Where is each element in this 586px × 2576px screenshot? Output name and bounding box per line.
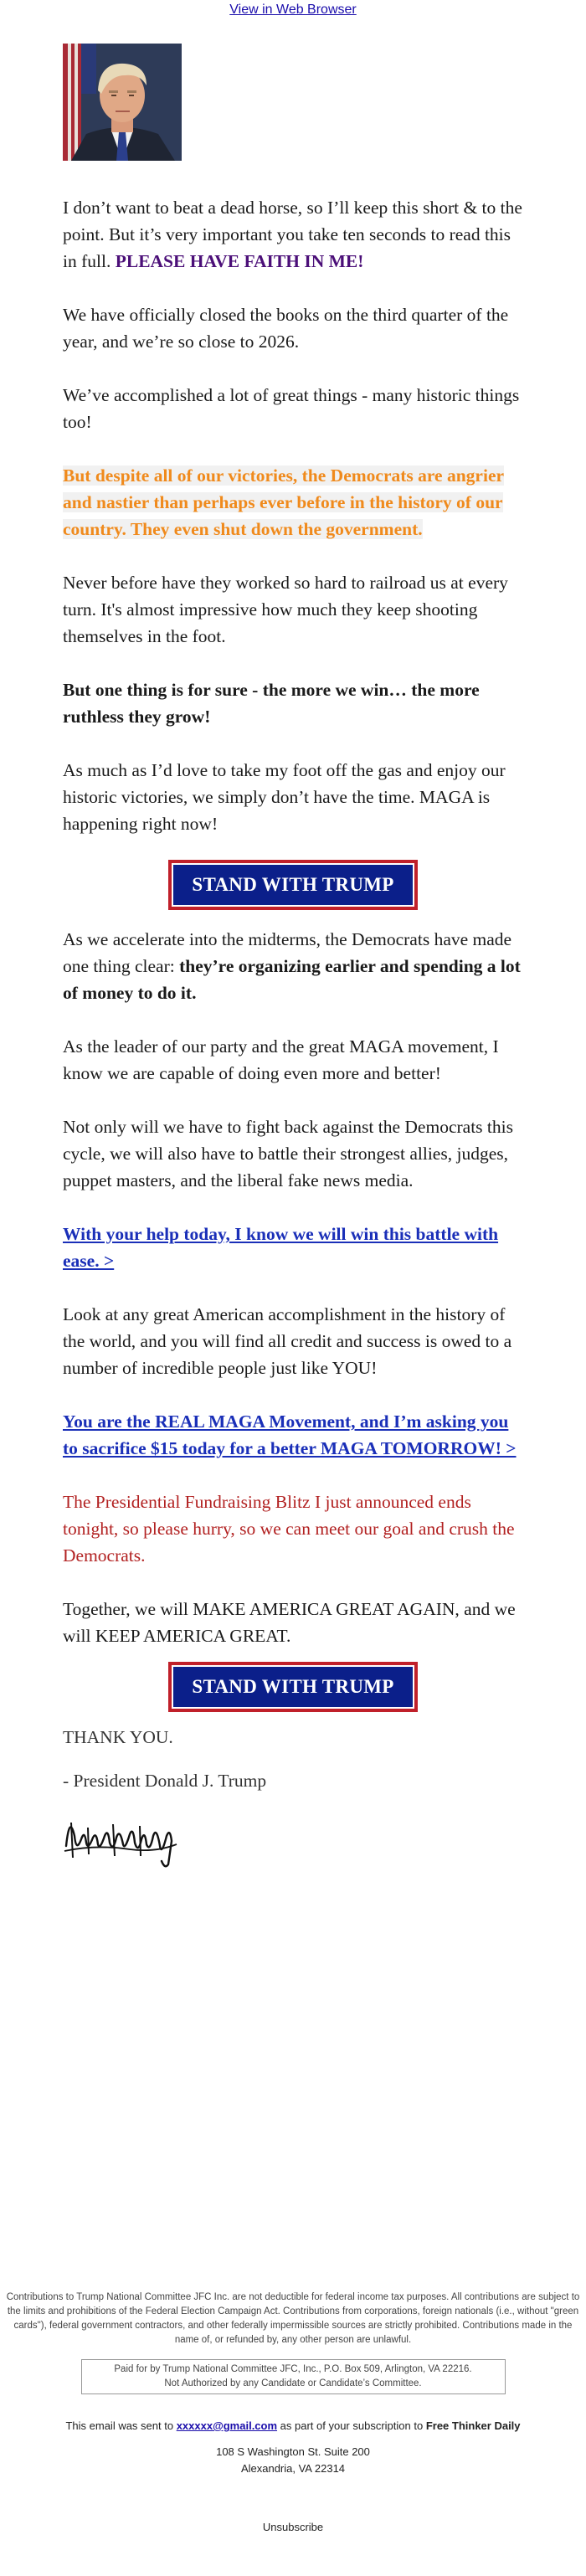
cta-wrap-2: [63, 1662, 523, 1712]
paragraph-quarter: We have officially closed the books on the third quarter of the year, and we’re so close to 2026.: [63, 305, 509, 352]
paragraph-intro: [63, 194, 523, 275]
paragraph-leader: As the leader of our party and the great MAGA movement, I know we are capable of doing even more and better!: [63, 1036, 499, 1083]
sent-middle: as part of your subscription to: [277, 2419, 426, 2432]
paragraph-midterms: [63, 926, 523, 1006]
sent-prefix: This email was sent to: [65, 2419, 177, 2432]
paragraph-accomplishment: Look at any great American accomplishment in the history of the world, and you will find all credit and success is owed to a number of incredible people just like YOU!: [63, 1304, 512, 1378]
thank-you-text: THANK YOU.: [63, 1727, 173, 1747]
paid-for-line-2: Not Authorized by any Candidate or Candidate’s Committee.: [164, 2378, 422, 2388]
stand-with-trump-button-2[interactable]: STAND WITH TRUMP: [168, 1662, 417, 1712]
paragraph-sacrifice: [63, 1408, 523, 1462]
address-line-2: Alexandria, VA 22314: [240, 2462, 346, 2475]
paid-for-line-1: Paid for by Trump National Committee JFC, Inc., P.O. Box 509, Arlington, VA 22216.: [114, 2364, 472, 2374]
subscription-name: Free Thinker Daily: [425, 2419, 521, 2432]
faith-callout: PLEASE HAVE FAITH IN ME!: [115, 251, 364, 271]
sacrifice-link[interactable]: You are the REAL MAGA Movement, and I’m asking you to sacrifice $15 today for a better MAGA TOMORROW! >: [63, 1411, 517, 1458]
paragraph-accomplished: We’ve accomplished a lot of great things - many historic things too!: [63, 385, 520, 432]
email-footer: [0, 2291, 586, 2533]
paragraph-ruthless: But one thing is for sure - the more we win… the more ruthless they grow!: [63, 680, 480, 727]
midterms-bold: they’re organizing earlier and spending a lot of money to do it.: [63, 956, 521, 1003]
top-bar: [0, 0, 586, 19]
paid-for-box: [81, 2359, 506, 2394]
sent-to-line: [0, 2419, 586, 2432]
email-body: [63, 194, 523, 1878]
highlight-text: But despite all of our victories, the Democrats are angrier and nastier than perhaps ever before in the history of our country. They even shut down the government.: [63, 465, 505, 539]
paragraph-blitz: The Presidential Fundraising Blitz I just announced ends tonight, so please hurry, so we can meet our goal and crush the Democrats.: [63, 1492, 515, 1566]
paragraph-fight-back: Not only will we have to fight back against the Democrats this cycle, we will also have to battle their strongest allies, judges, puppet masters, and the liberal fake news media.: [63, 1117, 513, 1190]
paragraph-maga-now: As much as I’d love to take my foot off the gas and enjoy our historic victories, we simply don’t have the time. MAGA is happening right now!: [63, 760, 506, 834]
signature: [63, 1802, 523, 1878]
view-in-browser-link[interactable]: View in Web Browser: [229, 3, 357, 17]
recipient-email-link[interactable]: xxxxxx@gmail.com: [176, 2419, 278, 2432]
legal-disclaimer: Contributions to Trump National Committee JFC Inc. are not deductible for federal income tax purposes. All contributions are subject to the limits and prohibitions of the Federal Election Campaign Act. Contributions from corporations, foreign nationals (i.e., without "green cards"), federal government contractors, and other federally impermissible sources are strictly prohibited. Contributions made in the name of, or refunded by, any other person are unlawful.: [6, 2292, 580, 2345]
win-battle-link[interactable]: With your help today, I know we will win this battle with ease. >: [63, 1224, 499, 1271]
mailing-address: [0, 2444, 586, 2477]
paragraph-democrats-highlight: [63, 462, 523, 542]
stand-with-trump-button[interactable]: STAND WITH TRUMP: [168, 860, 417, 910]
paragraph-win-battle: [63, 1221, 523, 1274]
portrait-image: [63, 44, 182, 161]
midterms-text: As we accelerate into the midterms, the Democrats have made one thing clear:: [63, 929, 512, 976]
portrait-photo-icon: [63, 44, 182, 161]
paragraph-railroad: Never before have they worked so hard to railroad us at every turn. It's almost impressive how much they keep shooting themselves in the foot.: [63, 573, 508, 646]
address-line-1: 108 S Washington St. Suite 200: [216, 2445, 370, 2458]
signature-icon: [63, 1802, 180, 1871]
unsubscribe-link[interactable]: Unsubscribe: [262, 2521, 324, 2533]
signoff-text: - President Donald J. Trump: [63, 1771, 267, 1791]
cta-wrap-1: [63, 860, 523, 910]
paragraph-together: Together, we will MAKE AMERICA GREAT AGAIN, and we will KEEP AMERICA GREAT.: [63, 1599, 516, 1646]
intro-text: I don’t want to beat a dead horse, so I’ll keep this short & to the point. But it’s very important you take ten seconds to read this in full.: [63, 198, 522, 271]
